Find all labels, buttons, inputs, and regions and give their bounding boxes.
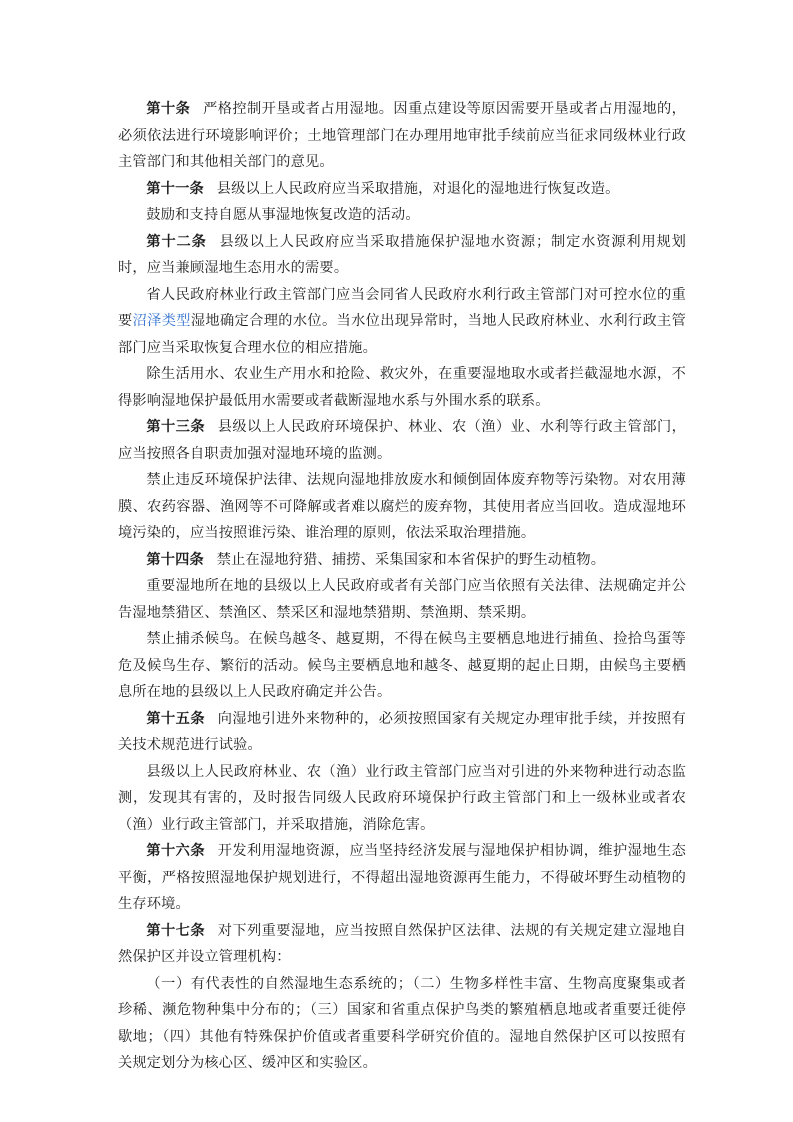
paragraph-with-link [118,282,686,362]
document-body [118,96,686,1077]
article-text: 县级以上人民政府应当采取措施保护湿地水资源；制定水资源利用规划时，应当兼顾湿地生态用水的需要。 [118,233,686,276]
article-text: 禁止在湿地狩猎、捕捞、采集国家和本省保护的野生动植物。 [216,551,606,568]
article-16 [118,838,686,918]
article-text: 严格控制开垦或者占用湿地。因重点建设等原因需要开垦或者占用湿地的，必须依法进行环境影响评价；土地管理部门在办理用地审批手续前应当征求同级林业行政主管部门和其他相关部门的意见。 [118,101,686,170]
paragraph-text: 鼓励和支持自愿从事湿地恢复改造的活动。 [146,207,420,223]
article-text: 县级以上人民政府环境保护、林业、农（渔）业、水利等行政主管部门，应当按照各自职责加强对湿地环境的监测。 [118,419,686,462]
article-11 [118,176,686,203]
paragraph-text: 除生活用水、农业生产用水和抢险、救灾外，在重要湿地取水或者拦截湿地水源，不得影响湿地保护最低用水需要或者截断湿地水系与外围水系的联系。 [118,366,686,409]
article-17 [118,918,686,971]
article-number: 第十二条 [146,233,207,250]
paragraph-text: 县级以上人民政府林业、农（渔）业行政主管部门应当对引进的外来物种进行动态监测，发现其有害的，及时报告同级人民政府环境保护行政主管部门和上一级林业或者农（渔）业行政主管部门，并采取措施，消除危害。 [118,763,686,833]
article-text: 开发利用湿地资源，应当坚持经济发展与湿地保护相协调，维护湿地生态平衡，严格按照湿地保护规划进行，不得超出湿地资源再生能力，不得破坏野生动植物的生存环境。 [118,843,686,912]
article-13 [118,414,686,467]
article-number: 第十三条 [146,419,205,435]
article-12 [118,229,686,282]
paragraph-text: 湿地确定合理的水位。当水位出现异常时，当地人民政府林业、水利行政主管部门应当采取恢复合理水位的相应措施。 [118,313,686,356]
paragraph-text: 禁止捕杀候鸟。在候鸟越冬、越夏期，不得在候鸟主要栖息地进行捕鱼、捡拾鸟蛋等危及候鸟生存、繁衍的活动。候鸟主要栖息地和越冬、越夏期的起止日期，由候鸟主要栖息所在地的县级以上人民政府确定并公告。 [118,631,686,700]
paragraph-text: 禁止违反环境保护法律、法规向湿地排放废水和倾倒固体废弃物等污染物。对农用薄膜、农药容器、渔网等不可降解或者难以腐烂的废弃物，其使用者应当回收。造成湿地环境污染的，应当按照谁污染、谁治理的原则，依法采取治理措施。 [118,472,686,541]
article-number: 第十一条 [146,180,204,197]
article-14 [118,547,686,574]
article-number: 第十五条 [146,710,205,727]
article-text: 向湿地引进外来物种的，必须按照国家有关规定办理审批手续，并按照有关技术规范进行试验。 [118,710,686,753]
marsh-type-link[interactable]: 沼泽类型 [132,313,191,329]
article-10 [118,96,686,176]
article-15 [118,706,686,759]
article-number: 第十六条 [146,843,205,859]
article-number: 第十四条 [146,551,204,568]
article-number: 第十条 [146,101,191,117]
article-text: 县级以上人民政府应当采取措施，对退化的湿地进行恢复改造。 [216,180,620,197]
paragraph-text: （一）有代表性的自然湿地生态系统的；（二）生物多样性丰富、生物高度聚集或者珍稀、濒危物种集中分布的；（三）国家和省重点保护鸟类的繁殖栖息地或者重要迁徙停歇地；（四）其他有特殊保护价值或者重要科学研究价值的。湿地自然保护区可以按照有关规定划分为核心区、缓冲区和实验区。 [118,975,686,1071]
article-number: 第十七条 [146,922,205,939]
paragraph-text: 重要湿地所在地的县级以上人民政府或者有关部门应当依照有关法律、法规确定并公告湿地禁猎区、禁渔区、禁采区和湿地禁猎期、禁渔期、禁采期。 [118,578,686,621]
article-text: 对下列重要湿地，应当按照自然保护区法律、法规的有关规定建立湿地自然保护区并设立管理机构： [118,922,686,965]
paragraph-text: 省人民政府林业行政主管部门应当会同省人民政府水利行政主管部门对可控水位的重要 [118,286,686,329]
